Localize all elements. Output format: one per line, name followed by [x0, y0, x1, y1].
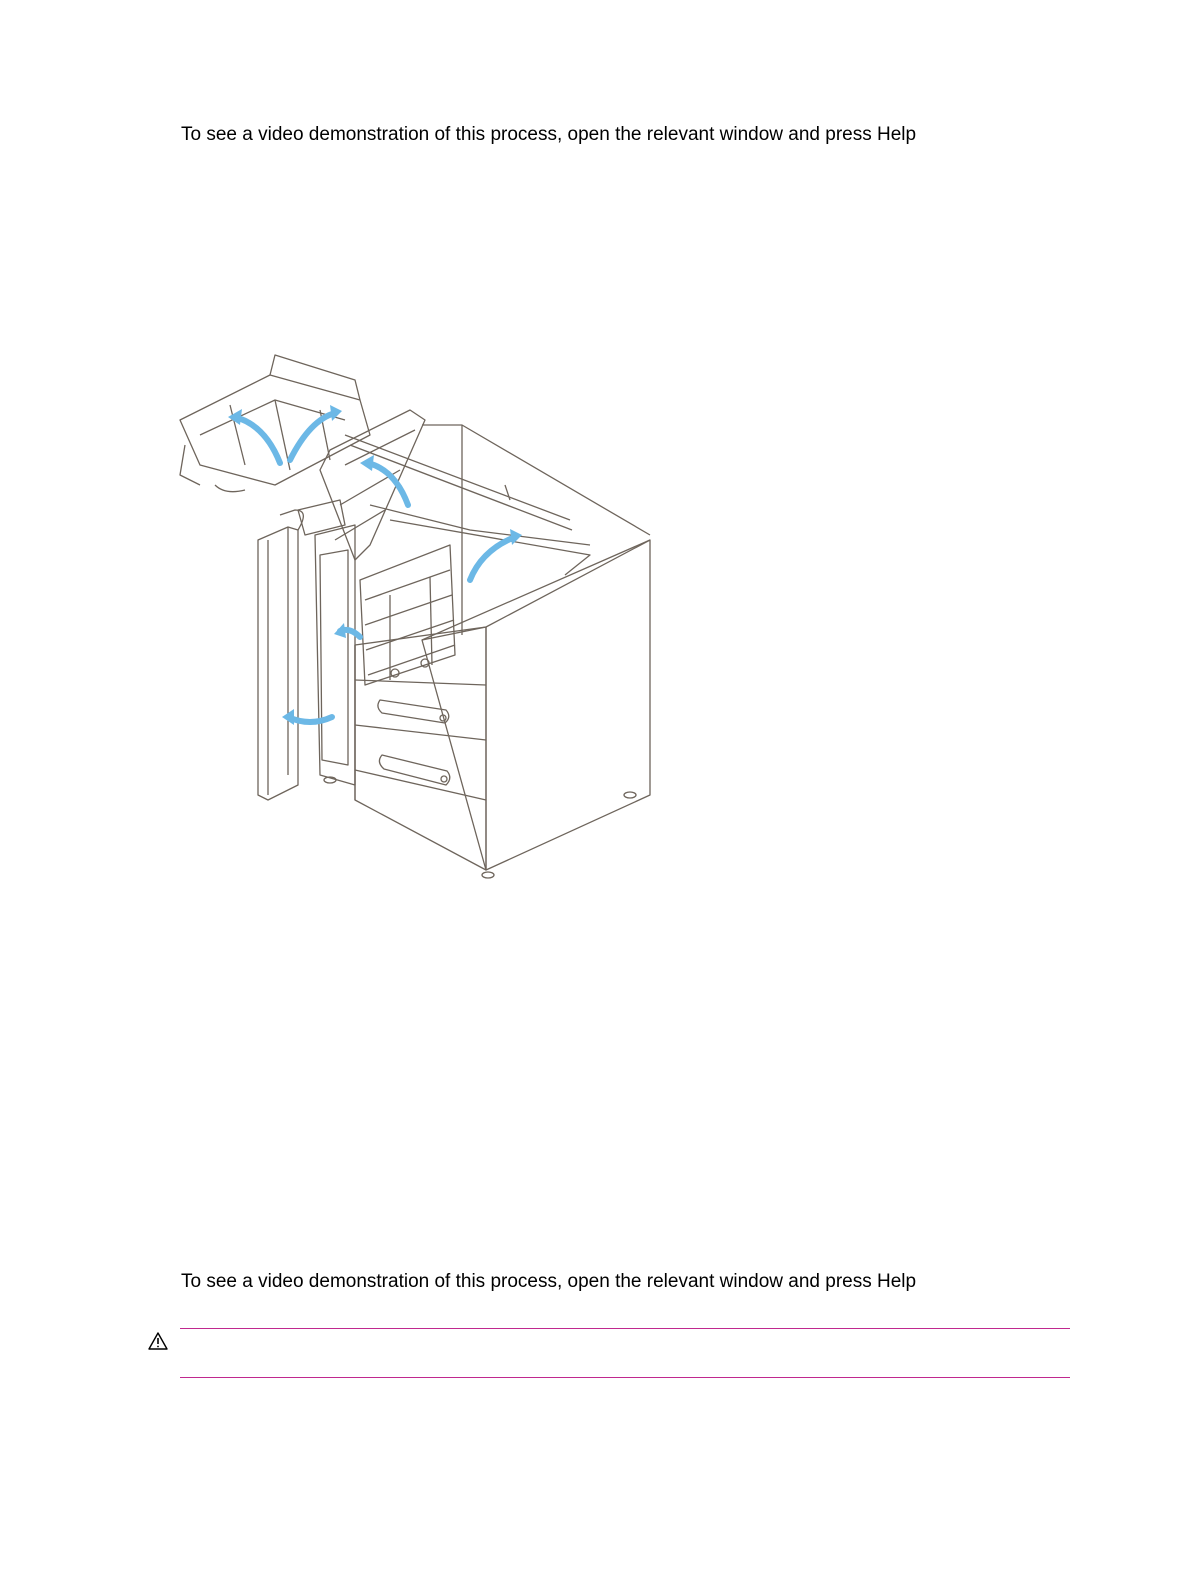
finisher-open-doors-illustration [170, 345, 670, 880]
video-help-caption-bottom: To see a video demonstration of this process, open the relevant window and press Help [181, 1271, 917, 1292]
warning-top-rule [180, 1328, 1070, 1329]
warning-triangle-icon [148, 1332, 168, 1350]
video-help-caption: To see a video demonstration of this process, open the relevant window and press Help [181, 124, 917, 145]
warning-bottom-rule [180, 1377, 1070, 1378]
